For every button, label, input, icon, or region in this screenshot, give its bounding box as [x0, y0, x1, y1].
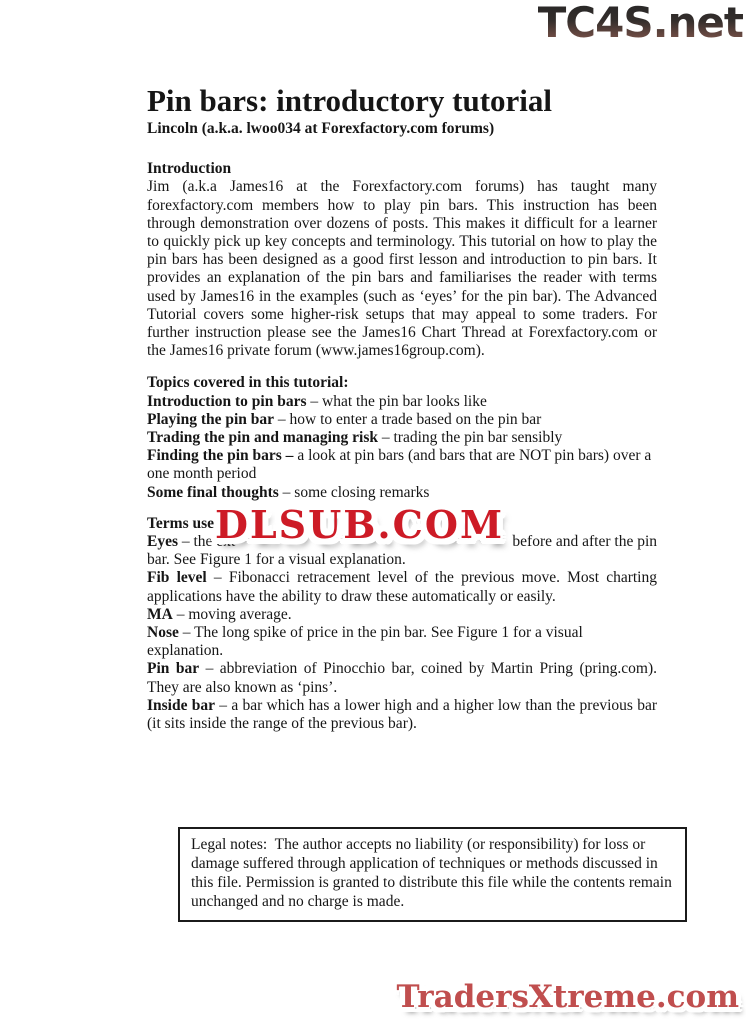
topic-item: [147, 429, 657, 447]
topics-heading: Topics covered in this tutorial:: [147, 374, 349, 392]
topic-term: Trading the pin and managing risk: [147, 429, 378, 447]
topic-term: Finding the pin bars –: [147, 447, 294, 465]
terms-item: [147, 569, 657, 605]
author-byline: Lincoln (a.k.a. lwoo034 at Forexfactory.com forums): [147, 120, 495, 137]
topic-desc: – how to enter a trade based on the pin bar: [274, 410, 542, 428]
dlsub-watermark-logo: DLSUB.COM: [215, 501, 505, 547]
page-title: Pin bars: introductory tutorial: [147, 83, 552, 118]
term-word: MA: [147, 605, 173, 623]
term-word: Fib level: [147, 569, 207, 587]
terms-section: [147, 501, 657, 733]
term-desc-fragment: – the ext: [178, 533, 236, 551]
topic-desc: – what the pin bar looks like: [306, 392, 487, 410]
topic-term: Playing the pin bar: [147, 410, 275, 428]
term-word: Eyes: [147, 533, 178, 551]
eyes-continuation-line: bar. See Figure 1 for a visual explanation.: [147, 551, 406, 569]
terms-item: [147, 606, 657, 624]
topic-term: Introduction to pin bars: [147, 392, 307, 410]
tc4s-watermark-logo: TC4S.net: [537, 0, 743, 47]
term-word: Inside bar: [147, 696, 216, 714]
terms-heading-fragment: Terms used in: [147, 514, 240, 532]
term-desc: – a bar which has a lower high and a higher low than the previous bar (it sits inside the range of the previous bar).: [147, 696, 657, 733]
topic-desc: a look at pin bars (and bars that are NOT pin bars) over a one month period: [147, 447, 652, 483]
term-word: Nose: [147, 624, 179, 642]
term-desc: – The long spike of price in the pin bar. See Figure 1 for a visual explanation.: [147, 624, 583, 660]
topic-item: [147, 393, 657, 411]
topics-section: [147, 374, 657, 501]
topic-term: Some final thoughts: [147, 483, 279, 501]
topic-item: [147, 484, 657, 502]
terms-item: [147, 660, 657, 696]
topic-item: [147, 411, 657, 429]
document-body: [147, 84, 657, 733]
topic-desc: – some closing remarks: [278, 483, 430, 501]
tradersxtreme-watermark-logo: TradersXtreme.com: [396, 979, 739, 1015]
term-word: Pin bar: [147, 660, 200, 678]
topic-item: [147, 447, 657, 483]
term-desc: – abbreviation of Pinocchio bar, coined by Martin Pring (pring.com). They are also known as ‘pins’.: [147, 660, 657, 696]
term-desc: – Fibonacci retracement level of the previous move. Most charting applications have the ability to draw these automatically or easily.: [147, 569, 657, 605]
term-desc: – moving average.: [172, 605, 292, 623]
topic-desc: – trading the pin bar sensibly: [378, 429, 563, 447]
eyes-right-fragment: before and after the pin: [512, 533, 657, 551]
terms-item: [147, 624, 657, 660]
introduction-heading: Introduction: [147, 160, 232, 178]
legal-notes-box: Legal notes: The author accepts no liability (or responsibility) for loss or damage suffered through application of techniques or methods discussed in this file. Permission is granted to distribute this file while the contents remain unchanged and no charge is made.: [178, 827, 687, 922]
introduction-section: [147, 160, 657, 360]
terms-item: [147, 697, 657, 733]
introduction-paragraph: Jim (a.k.a James16 at the Forexfactory.com forums) has taught many forexfactory.com members how to play pin bars. This instruction has been through demonstration over dozens of posts. This makes it difficult for a learner to quickly pick up key concepts and terminology. This tutorial on how to play the pin bars has been designed as a good first lesson and introduction to pin bars. It provides an explanation of the pin bars and familiarises the reader with terms used by James16 in the examples (such as ‘eyes’ for the pin bar). The Advanced Tutorial covers some higher-risk setups that may appeal to some traders. For further instruction please see the James16 Chart Thread at Forexfactory.com or the James16 private forum (www.james16group.com).: [147, 178, 657, 360]
